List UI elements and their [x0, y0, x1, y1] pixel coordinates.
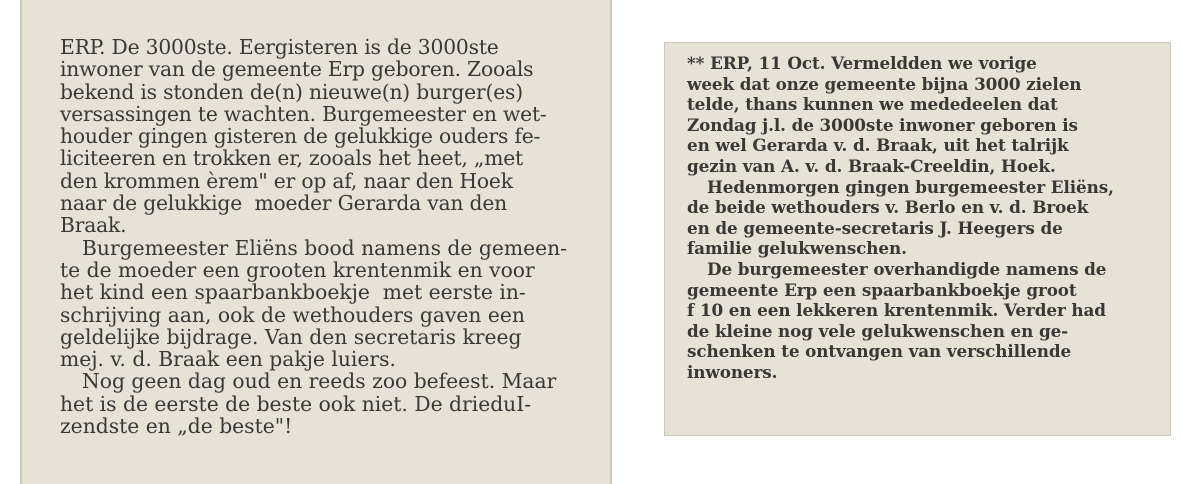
clipping-left-paragraph-2: Burgemeester Eliëns bood namens de gemeen- te de moeder een grooten krentenmik en voor het kind een spaarbankboekje met eerste in- schrijving aan, ook de wethouders gaven een geldelijke bijdrage. Van den secretaris kreeg mej. v. d. Braak een pakje luiers. — [60, 235, 567, 372]
clipping-right-paragraph-3: De burgemeester overhandigde namens de gemeente Erp een spaarbankboekje groot f 10 en een lekkeren krentenmik. Verder had de kleine nog vele gelukwenschen en ge- schenken te ontvangen van verschillende inwoners. — [687, 258, 1107, 382]
newspaper-clipping-right — [664, 42, 1171, 436]
clipping-left-paragraph-3: Nog geen dag oud en reeds zoo befeest. Maar het is de eerste de beste ook niet. De drieduI- zendste en „de beste"! — [60, 369, 557, 439]
newspaper-clipping-left — [20, 0, 612, 484]
clipping-right-paragraph-2: Hedenmorgen gingen burgemeester Eliëns, de beide wethouders v. Berlo en v. d. Broek en de gemeente-secretaris J. Heegers de familie gelukwenschen. — [687, 176, 1114, 259]
clipping-left-paragraph-1: ERP. De 3000ste. Eergisteren is de 3000ste inwoner van de gemeente Erp geboren. Zooals bekend is stonden de(n) nieuwe(n) burger(es) versassingen te wachten. Burgemeester en wet- houder gingen gisteren de gelukkige ouders fe- liciteeren en trokken er, zooals het heet, „met den krommen èrem" er op af, naar den Hoek naar de gelukkige moeder Gerarda van den Braak. — [60, 35, 547, 238]
clipping-right-paragraph-1: ** ERP, 11 Oct. Vermeldden we vorige week dat onze gemeente bijna 3000 zielen telde, thans kunnen we mededeelen dat Zondag j.l. de 3000ste inwoner geboren is en wel Gerarda v. d. Braak, uit het talrijk gezin van A. v. d. Braak-Creeldin, Hoek. — [687, 53, 1082, 176]
